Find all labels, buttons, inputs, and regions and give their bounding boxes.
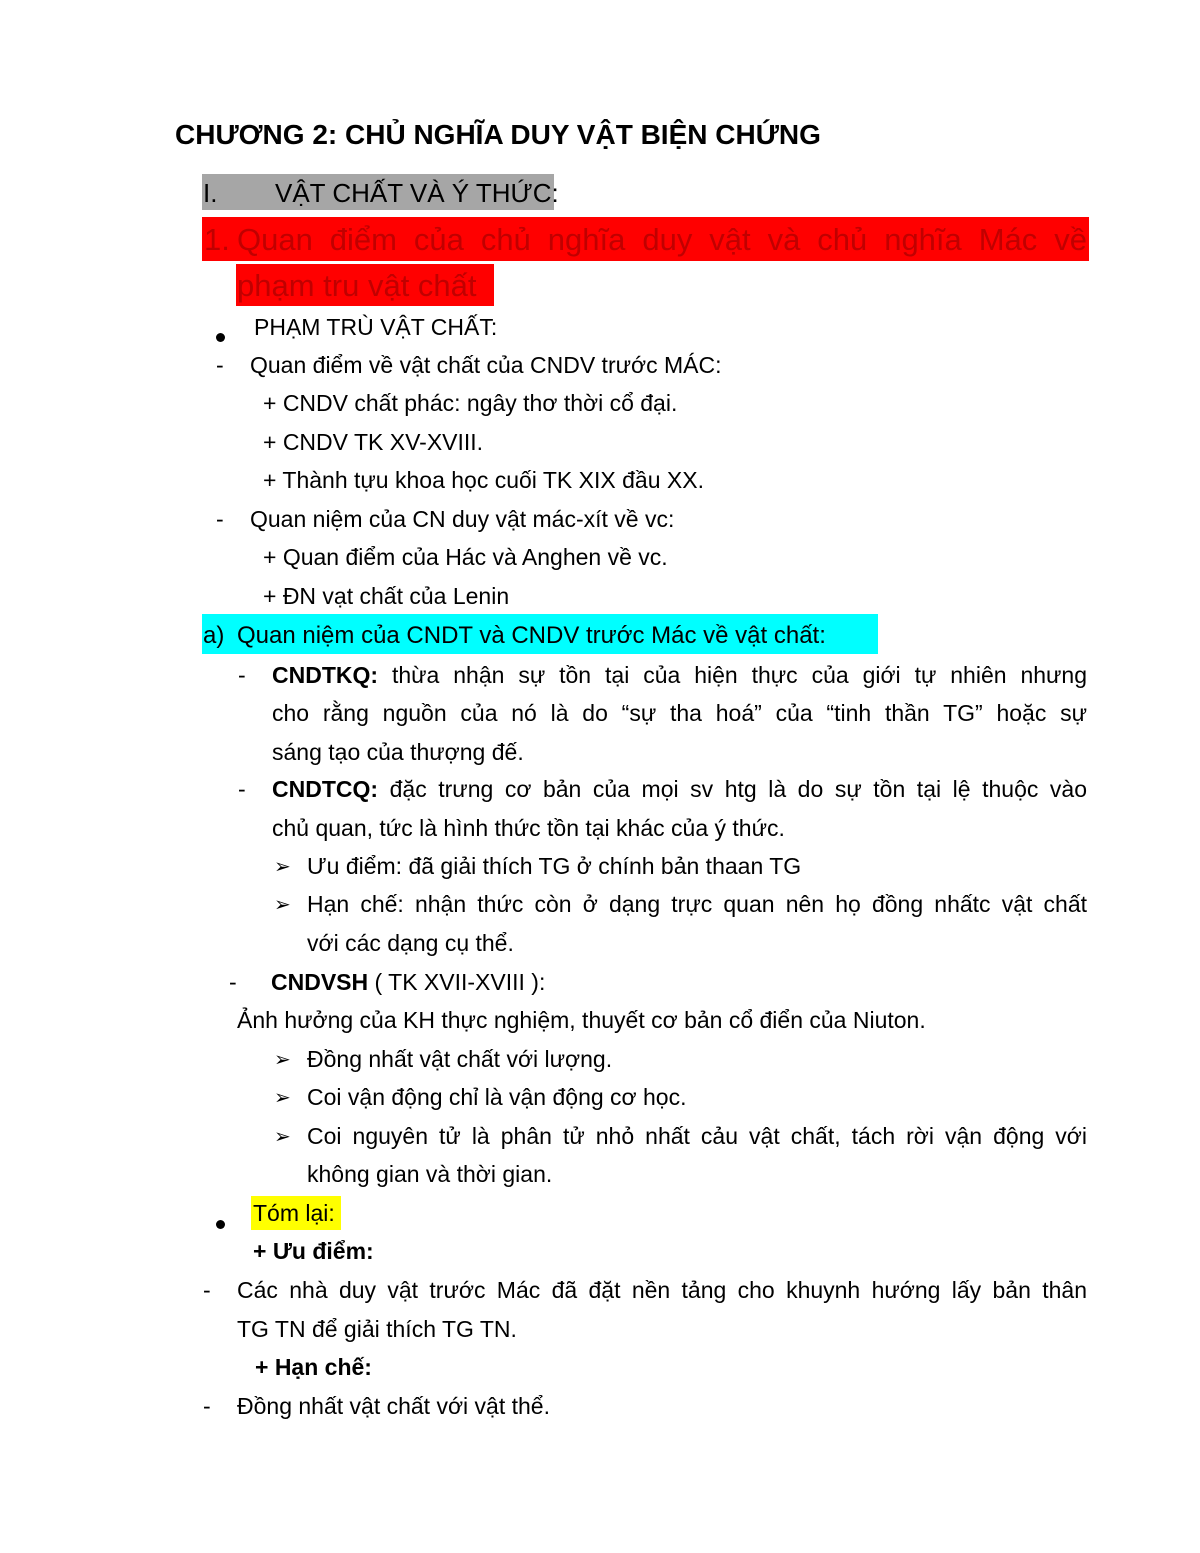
section-number: I. bbox=[203, 178, 218, 208]
subheading-text: Quan niệm của CNDT và CNDV trước Mác về vật chất: bbox=[237, 622, 826, 649]
arrow-bullet-icon: ➢ bbox=[274, 856, 291, 878]
summary-con-label: + Hạn chế: bbox=[255, 1354, 372, 1380]
cndtcq-term: CNDTCQ: bbox=[272, 776, 379, 802]
list-item: + Thành tựu khoa học cuối TK XIX đầu XX. bbox=[263, 467, 704, 493]
cndtkq-line1: CNDTKQ: thừa nhận sự tồn tại của hiện thực của giới tự nhiên nhưng bbox=[272, 662, 1088, 688]
before-marx-intro: Quan điểm về vật chất của CNDV trước MÁC: bbox=[250, 352, 722, 378]
cndtcq-pro: Ưu điểm: đã giải thích TG ở chính bản thaan TG bbox=[307, 853, 802, 879]
list-item: + ĐN vạt chất của Lenin bbox=[263, 583, 510, 609]
summary-pro-line2: TG TN để giải thích TG TN. bbox=[237, 1316, 517, 1342]
cndtcq-line1: CNDTCQ: đặc trưng cơ bản của mọi sv htg là do sự tồn tại lệ thuộc vào bbox=[272, 776, 1088, 802]
cndvsh-heading: CNDVSH ( TK XVII-XVIII ): bbox=[271, 969, 546, 995]
list-item: + Quan điểm của Hác và Anghen về vc. bbox=[263, 544, 668, 570]
section-title: VẬT CHẤT VÀ Ý THỨC: bbox=[275, 178, 559, 208]
dash-icon: - bbox=[229, 969, 237, 995]
summary-pro-line1: Các nhà duy vật trước Mác đã đặt nền tảng cho khuynh hướng lấy bản thân bbox=[237, 1277, 1087, 1303]
dash-icon: - bbox=[216, 506, 224, 532]
cndvsh-term: CNDVSH bbox=[271, 969, 369, 995]
cndvsh-influence: Ảnh hưởng của KH thực nghiệm, thuyết cơ bản cổ điển của Niuton. bbox=[237, 1007, 926, 1033]
cndtkq-line3: sáng tạo của thượng đế. bbox=[272, 739, 524, 765]
marxist-intro: Quan niệm của CN duy vật mác-xít về vc: bbox=[250, 506, 675, 532]
cndtcq-line2: chủ quan, tức là hình thức tồn tại khác của ý thức. bbox=[272, 815, 785, 841]
cndtcq-con-line1: Hạn chế: nhận thức còn ở dạng trực quan nên họ đồng nhấtc vật chất bbox=[307, 891, 1087, 917]
heading-line1: Quan điểm của chủ nghĩa duy vật và chủ nghĩa Mác về bbox=[237, 222, 1087, 257]
cndtkq-term: CNDTKQ: bbox=[272, 662, 379, 688]
bullet-icon bbox=[216, 1207, 225, 1235]
dash-icon: - bbox=[238, 776, 246, 802]
cndvsh-item3-line2: không gian và thời gian. bbox=[307, 1161, 553, 1187]
arrow-bullet-icon: ➢ bbox=[274, 894, 291, 916]
list-item: + CNDV TK XV-XVIII. bbox=[263, 429, 484, 455]
cndvsh-item: Đồng nhất vật chất với lượng. bbox=[307, 1046, 613, 1072]
cndtcq-con-line2: với các dạng cụ thể. bbox=[307, 930, 514, 956]
heading-number: 1. bbox=[204, 222, 230, 257]
cndvsh-item: Coi vận động chỉ là vận động cơ học. bbox=[307, 1084, 687, 1110]
dash-icon: - bbox=[203, 1277, 211, 1303]
summary-pro-label: + Ưu điểm: bbox=[253, 1238, 374, 1264]
subheading-label: a) bbox=[203, 622, 225, 649]
bullet-icon bbox=[216, 320, 225, 348]
dash-icon: - bbox=[216, 352, 224, 378]
list-item: + CNDV chất phác: ngây thơ thời cổ đại. bbox=[263, 390, 678, 416]
dash-icon: - bbox=[238, 662, 246, 688]
dash-icon: - bbox=[203, 1393, 211, 1419]
arrow-bullet-icon: ➢ bbox=[274, 1087, 291, 1109]
summary-label: Tóm lại: bbox=[253, 1200, 335, 1226]
pham-tru-heading: PHẠM TRÙ VẬT CHẤT: bbox=[254, 314, 498, 340]
summary-con-text: Đồng nhất vật chất với vật thể. bbox=[237, 1393, 550, 1419]
cndtkq-line2: cho rằng nguồn của nó là do “sự tha hoá” của “tinh thần TG” hoặc sự bbox=[272, 700, 1087, 726]
chapter-title: CHƯƠNG 2: CHỦ NGHĨA DUY VẬT BIỆN CHỨNG bbox=[175, 119, 821, 150]
heading-line2: phạm tru vật chất bbox=[237, 268, 477, 303]
arrow-bullet-icon: ➢ bbox=[274, 1049, 291, 1071]
cndvsh-item3-line1: Coi nguyên tử là phân tử nhỏ nhất cảu vật chất, tách rời vận động với bbox=[307, 1123, 1087, 1149]
arrow-bullet-icon: ➢ bbox=[274, 1126, 291, 1148]
